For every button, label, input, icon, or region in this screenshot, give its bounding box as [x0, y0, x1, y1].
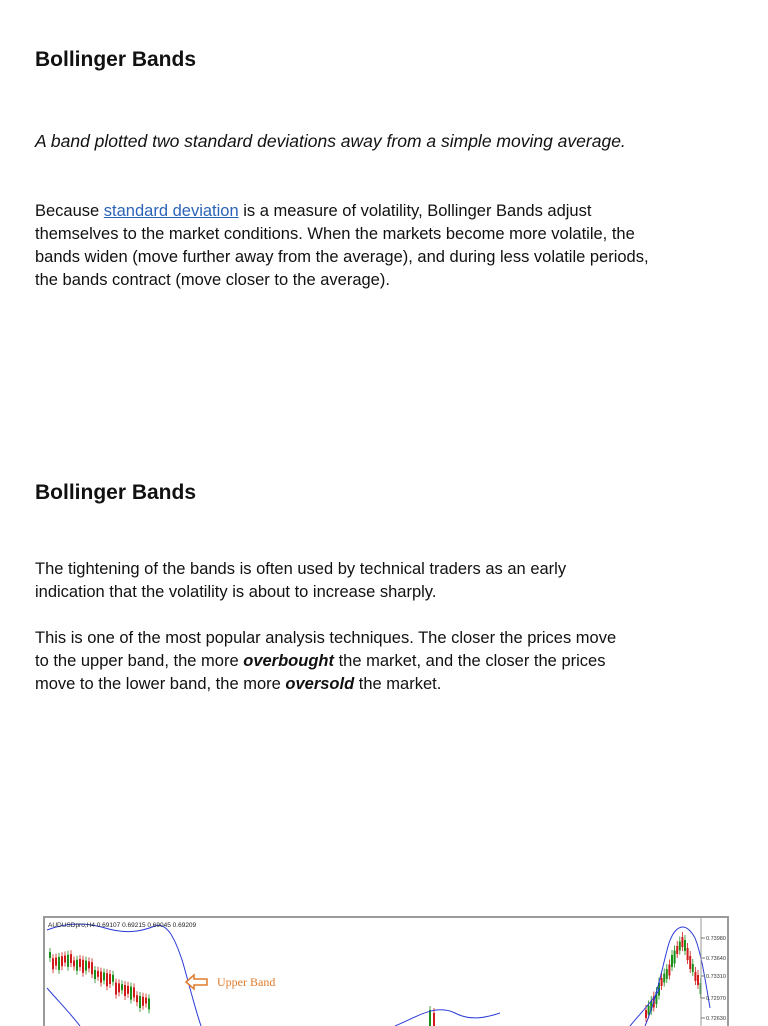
candle [118, 979, 120, 996]
candle [697, 970, 699, 989]
candle [666, 964, 668, 983]
candle [687, 943, 689, 964]
candle [106, 969, 108, 990]
body-paragraph [35, 627, 625, 696]
candle [671, 950, 673, 971]
slide-subtitle: A band plotted two standard deviations away from a simple moving average. [35, 131, 626, 151]
slide-1-body [35, 200, 665, 292]
candle [70, 950, 72, 967]
candle [124, 981, 126, 1000]
candle [694, 967, 696, 985]
price-tick-label: 0.73310 [706, 974, 726, 980]
candle [142, 993, 144, 1010]
lower-band-line [47, 988, 80, 1026]
candle [82, 956, 84, 977]
body-text: Because [35, 202, 104, 220]
candle [103, 968, 105, 984]
candle [55, 954, 57, 970]
candle [681, 932, 683, 951]
candle [429, 1006, 431, 1026]
slide-title: Bollinger Bands [35, 48, 197, 71]
slide-1 [35, 48, 725, 72]
candle [684, 935, 686, 955]
candle [79, 955, 81, 971]
slide-2-body [35, 558, 625, 604]
slide-2-body-2 [35, 627, 625, 696]
price-tick-label: 0.73640 [706, 956, 726, 962]
price-tick-label: 0.73980 [706, 936, 726, 942]
candles-group [49, 932, 702, 1026]
candle [148, 994, 150, 1013]
candle [133, 983, 135, 1001]
candle [73, 956, 75, 970]
candle [97, 967, 99, 981]
candle [61, 952, 63, 970]
candle [136, 991, 138, 1006]
chart-header: AUDUSDpro,H4 0.69107 0.69215 0.69045 0.69209 [48, 922, 197, 929]
body-text: is a measure of volatility, Bollinger Bands adjust themselves to the market conditions. When the markets become more volatile, the bands widen (move further away from the average), and during less volatile periods, the bands contract (move closer to the average). [35, 202, 649, 289]
candle [91, 958, 93, 978]
slide-2 [35, 481, 725, 505]
upper-band-line [47, 924, 201, 1026]
upper-band-annotation: Upper Band [217, 975, 276, 989]
price-tick-label: 0.72970 [706, 996, 726, 1002]
price-chart [45, 918, 727, 1026]
oversold-term: oversold [285, 675, 355, 693]
candle [127, 982, 129, 998]
overbought-term: overbought [243, 652, 334, 670]
candle [49, 948, 51, 962]
body-text: the market. [354, 675, 442, 693]
candle [679, 937, 681, 955]
candle [112, 971, 114, 986]
candle [130, 983, 132, 1004]
standard-deviation-link[interactable]: standard deviation [103, 202, 239, 220]
body-text: the market, and the closer the prices move to the lower band, the more [35, 652, 606, 693]
candle [663, 969, 665, 987]
candle [689, 951, 691, 973]
slide-1-subtitle-wrap [35, 130, 725, 153]
candle [115, 979, 117, 999]
candle [85, 957, 87, 975]
candle [676, 941, 678, 958]
candle [67, 951, 69, 971]
bollinger-chart-image [43, 916, 729, 1026]
candle [109, 970, 111, 988]
candle [139, 992, 141, 1012]
candle [64, 952, 66, 967]
candle [121, 980, 123, 994]
candle [100, 968, 102, 987]
candle [58, 953, 60, 974]
candle [88, 957, 90, 972]
candle [76, 956, 78, 975]
candle [94, 966, 96, 983]
price-tick-label: 0.72630 [706, 1016, 726, 1022]
candle [52, 954, 54, 973]
candle [674, 946, 676, 968]
body-text: This is one of the most popular analysis techniques. The closer the prices move to the upper band, the more [35, 629, 617, 670]
candle [668, 960, 670, 980]
slide-title: Bollinger Bands [35, 481, 197, 504]
body-paragraph [35, 200, 665, 292]
candle [145, 994, 147, 1008]
body-paragraph: The tightening of the bands is often used by technical traders as an early indication that the volatility is about to increase sharply. [35, 560, 567, 601]
candle [692, 959, 694, 976]
